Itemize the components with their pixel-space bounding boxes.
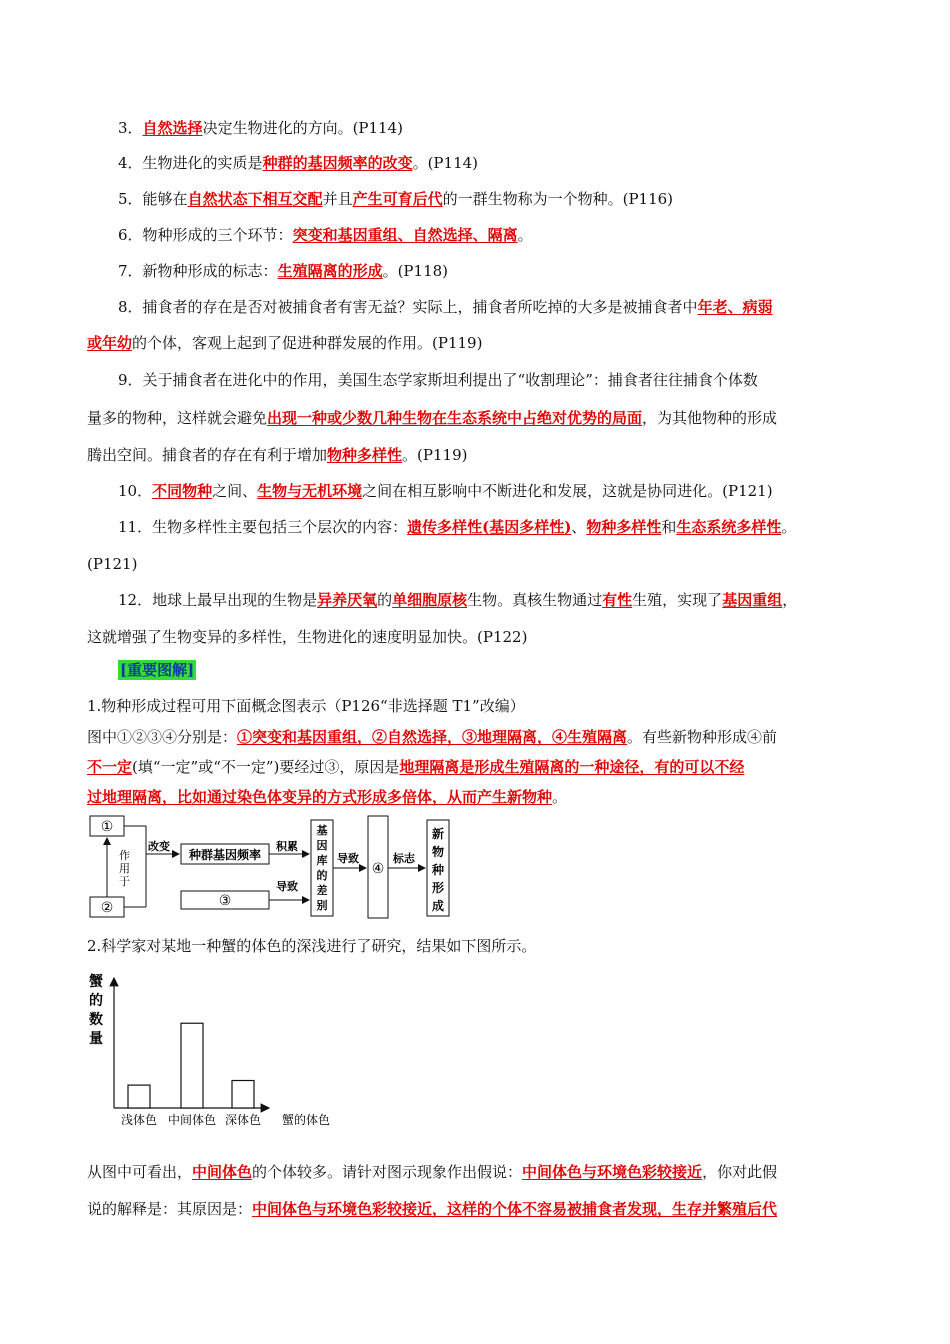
- y-axis-label-char: 的: [89, 993, 103, 1009]
- text-run: 。有些新物种形成④前: [627, 728, 778, 746]
- text-run: 和: [661, 518, 677, 536]
- text-run: 新物种形成的标志：: [142, 262, 278, 280]
- text-run: 从图中可看出，: [87, 1163, 193, 1181]
- answer-highlight: 不同物种: [152, 482, 213, 500]
- text-run: 生殖，实现了: [632, 591, 723, 609]
- answer-highlight: 过地理隔离，比如通过染色体变异的方式形成多倍体，从而产生新物种: [87, 788, 553, 806]
- text-run: (填“一定”或“不一定”)要经过③，原因是: [132, 758, 400, 776]
- item-11-line-1: [118, 517, 796, 537]
- diagram-side-label-0: 作: [119, 849, 130, 862]
- text-run: 量多的物种，这样就会避免: [87, 409, 268, 427]
- y-axis-label: [89, 973, 103, 1047]
- item-12-line-1: [118, 590, 797, 610]
- diagram-gene-pool-char-0: 基: [316, 824, 328, 837]
- text-run: (P121): [87, 555, 138, 573]
- bar-0: [128, 1085, 150, 1108]
- x-axis-label: 蟹的体色: [282, 1113, 331, 1127]
- diagram-box-2-label: ②: [100, 900, 114, 916]
- diagram-arrow-mark-label: 标志: [393, 852, 415, 865]
- text-run: 2.科学家对某地一种蟹的体色的深浅进行了研究，结果如下图所示。: [87, 937, 537, 955]
- item-10: [118, 481, 773, 501]
- q1-line-3: [87, 787, 567, 807]
- text-run: 9．关于捕食者在进化中的作用，美国生态学家斯坦利提出了“收割理论”：捕食者往往捕食个体数: [118, 371, 758, 389]
- x-tick-labels: [121, 1112, 261, 1127]
- answer-highlight: 中间体色与环境色彩较接近，这样的个体不容易被捕食者发现，生存并繁殖后代: [252, 1200, 778, 1218]
- answer-highlight: 出现一种或少数几种生物在生态系统中占绝对优势的局面: [267, 409, 643, 427]
- answer-highlight: 中间体色: [192, 1163, 253, 1181]
- diagram-gene-pool-char-1: 因: [316, 839, 328, 852]
- answer-highlight: 种群的基因频率的改变: [262, 154, 413, 172]
- text-run: 、: [571, 518, 587, 536]
- item-11-line-2: [87, 554, 137, 574]
- text-run: 生物。真核生物通过: [467, 591, 603, 609]
- diagram-arrow-accumulate-label: 积累: [276, 840, 298, 853]
- answer-highlight: ①突变和基因重组，②自然选择，③地理隔离，④生殖隔离: [237, 728, 628, 746]
- item-number: 3．: [118, 119, 143, 137]
- section-tag-important-diagrams: [重要图解]: [120, 661, 195, 679]
- text-run: ，你对此假: [702, 1163, 778, 1181]
- text-run: 的: [377, 591, 393, 609]
- text-run: 生物进化的实质是: [142, 154, 263, 172]
- item-4: [118, 153, 478, 173]
- bars: [128, 1023, 254, 1108]
- bar-2: [232, 1081, 254, 1108]
- item-7: [118, 261, 448, 281]
- diagram-box-4-label: ④: [371, 861, 385, 877]
- diagram-gene-pool-char-5: 别: [316, 899, 328, 912]
- answer-highlight: 自然状态下相互交配: [187, 190, 323, 208]
- text-run: 能够在: [142, 190, 188, 208]
- diagram-gene-pool-char-2: 库: [316, 854, 328, 867]
- item-number: 6．: [118, 226, 143, 244]
- diagram-gene-pool-char-4: 差: [316, 884, 328, 897]
- diagram-arrow-lead-to-1-label: 导致: [276, 880, 298, 893]
- text-run: 11．生物多样性主要包括三个层次的内容：: [118, 518, 408, 536]
- item-8-line-1: [118, 297, 773, 317]
- answer-highlight: 不一定: [87, 758, 133, 776]
- item-3: [118, 118, 403, 138]
- diagram-gene-frequency-label: 种群基因频率: [188, 848, 262, 862]
- answer-highlight: 基因重组: [722, 591, 783, 609]
- text-run: 。: [552, 788, 568, 806]
- answer-highlight: 产生可育后代: [352, 190, 443, 208]
- answer-highlight: 生殖隔离的形成: [277, 262, 383, 280]
- text-run: 这就增强了生物变异的多样性，生物进化的速度明显加快。(P122): [87, 628, 528, 646]
- answer-highlight: 年老、病弱: [697, 298, 773, 316]
- diagram-new-species-char-1: 物: [431, 845, 445, 859]
- x-tick-label-2: 深体色: [224, 1113, 262, 1127]
- diagram-arrow-change-label: 改变: [148, 840, 170, 853]
- y-axis-label-char: 蟹: [89, 974, 103, 990]
- diagram-new-species-char-3: 形: [431, 881, 445, 895]
- item-number: 5．: [118, 190, 143, 208]
- item-number: 4．: [118, 154, 143, 172]
- item-8-line-2: [87, 333, 482, 353]
- x-tick-label-1: 中间体色: [167, 1113, 217, 1127]
- q1-line-1: [87, 727, 777, 747]
- text-run: 之间在相互影响中不断进化和发展，这就是协同进化。(P121): [362, 482, 773, 500]
- text-run: 10．: [118, 482, 153, 500]
- text-run: 。: [517, 226, 533, 244]
- text-run: 。: [781, 518, 797, 536]
- answer-highlight: 突变和基因重组、自然选择、隔离: [292, 226, 518, 244]
- speciation-concept-diagram: [84, 812, 464, 922]
- diagram-gene-pool-char-3: 的: [316, 869, 328, 882]
- q2-line-2: [87, 1199, 777, 1219]
- q2-line-1: [87, 1162, 777, 1182]
- q1-line-2: [87, 757, 744, 777]
- item-number: 7．: [118, 262, 143, 280]
- answer-highlight: 或年幼: [87, 334, 133, 352]
- text-run: 的一群生物称为一个物种。(P116): [442, 190, 674, 208]
- answer-highlight: 地理隔离是形成生殖隔离的一种途径，有的可以不经: [399, 758, 745, 776]
- answer-highlight: 中间体色与环境色彩较接近: [522, 1163, 703, 1181]
- text-run: 的个体较多。请针对图示现象作出假说：: [252, 1163, 523, 1181]
- bar-1: [181, 1023, 203, 1108]
- item-9-line-1: [118, 370, 758, 390]
- diagram-side-label-1: 用: [119, 862, 130, 875]
- answer-highlight: 自然选择: [142, 119, 203, 137]
- diagram-new-species-char-4: 成: [431, 899, 445, 913]
- answer-highlight: 生物与无机环境: [257, 482, 363, 500]
- text-run: 12．地球上最早出现的生物是: [118, 591, 318, 609]
- item-5: [118, 189, 673, 209]
- diagram-box-3-label: ③: [218, 893, 232, 909]
- x-tick-label-0: 浅体色: [120, 1113, 158, 1127]
- y-axis-label-char: 量: [89, 1031, 103, 1047]
- answer-highlight: 物种多样性: [586, 518, 662, 536]
- text-run: 说的解释是：其原因是：: [87, 1200, 253, 1218]
- text-run: 决定生物进化的方向。(P114): [202, 119, 403, 137]
- item-9-line-2: [87, 408, 777, 428]
- text-run: 8．捕食者的存在是否对被捕食者有害无益？实际上，捕食者所吃掉的大多是被捕食者中: [118, 298, 698, 316]
- answer-highlight: 有性: [602, 591, 633, 609]
- diagram-new-species-char-2: 种: [431, 863, 445, 877]
- diagram-box-1-label: ①: [100, 819, 114, 835]
- q1-title: [87, 696, 525, 716]
- text-run: 。(P119): [402, 446, 468, 464]
- text-run: 。(P118): [382, 262, 449, 280]
- answer-highlight: 遗传多样性(基因多样性): [407, 518, 572, 536]
- text-run: ，为其他物种的形成: [642, 409, 778, 427]
- text-run: 1.物种形成过程可用下面概念图表示（P126“非选择题 T1”改编）: [87, 697, 525, 715]
- text-run: ，: [782, 591, 798, 609]
- diagram-side-label-2: 于: [119, 875, 130, 888]
- text-run: 的个体，客观上起到了促进种群发展的作用。(P119): [132, 334, 483, 352]
- answer-highlight: 生态系统多样性: [676, 518, 782, 536]
- text-run: 之间、: [212, 482, 258, 500]
- answer-highlight: 物种多样性: [327, 446, 403, 464]
- text-run: 腾出空间。捕食者的存在有利于增加: [87, 446, 328, 464]
- text-run: 并且: [322, 190, 353, 208]
- item-12-line-2: [87, 627, 527, 647]
- answer-highlight: 单细胞原核: [392, 591, 468, 609]
- q2-title: [87, 936, 536, 956]
- text-run: 图中①②③④分别是：: [87, 728, 238, 746]
- answer-highlight: 异养厌氧: [317, 591, 378, 609]
- crab-color-bar-chart: [84, 962, 344, 1132]
- diagram-new-species-char-0: 新: [431, 827, 445, 841]
- text-run: 。(P114): [412, 154, 479, 172]
- diagram-arrow-lead-to-2-label: 导致: [337, 852, 359, 865]
- y-axis-label-char: 数: [89, 1012, 103, 1028]
- text-run: 物种形成的三个环节：: [142, 226, 293, 244]
- item-6: [118, 225, 533, 245]
- item-9-line-3: [87, 445, 467, 465]
